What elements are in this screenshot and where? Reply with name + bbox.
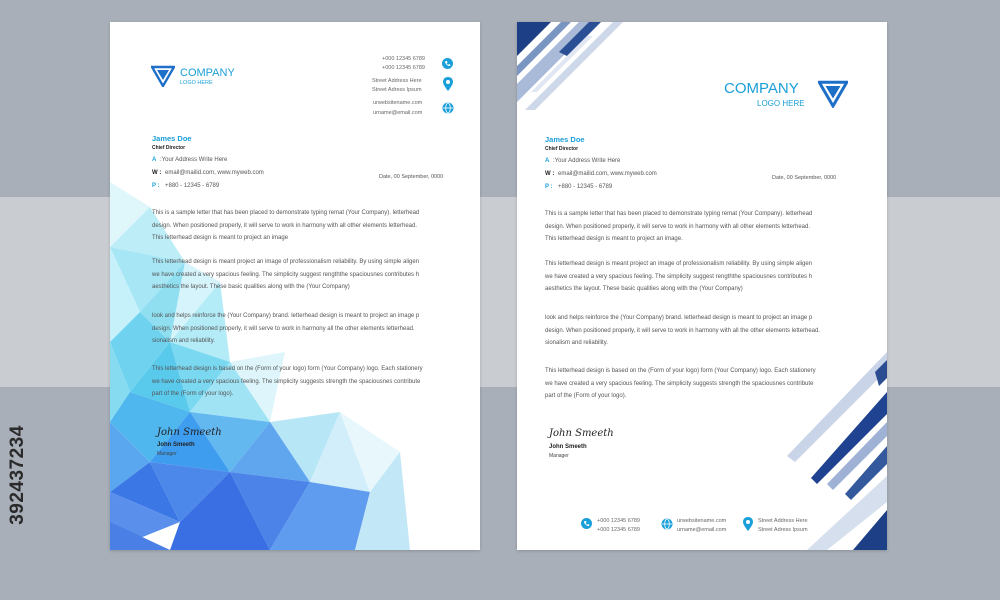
- body-line: design. When positioned properly, it will serve to work in harmony with all the other elements letterhead.: [545, 327, 821, 334]
- stock-id-watermark: [2, 360, 34, 590]
- corner-stripes-top-left: [517, 22, 627, 112]
- body-paragraph-3: [545, 312, 845, 350]
- body-line: sionalism and reliability.: [152, 338, 215, 344]
- letter-date: Date, 00 September, 0000: [772, 175, 837, 181]
- body-line: aesthetics the layout. These basic qualities along with the (Your Company): [545, 286, 743, 292]
- phone-key: P :: [152, 183, 160, 189]
- web-key: W :: [152, 170, 162, 176]
- sender-name: James Doe: [545, 135, 585, 144]
- globe-icon: [661, 518, 673, 530]
- body-line: aesthetics the layout. These basic qualities along with the (Your Company): [152, 284, 350, 290]
- phone-icon: [581, 518, 592, 529]
- body-line: we have created a very spacious feeling. The simplicity suggests strength the spaciousnes contribute: [545, 380, 814, 387]
- address-key: A: [152, 157, 157, 163]
- footer-website: urwebsitename.com: [677, 518, 727, 524]
- body-line: we have created a very spacious feeling. The simplicity suggest rengththe spaciousnes contributes h: [152, 271, 420, 278]
- sender-role: Chief Director: [545, 146, 579, 152]
- letterhead-left: [110, 22, 480, 550]
- body-line: part of the (Form of your logo).: [545, 393, 627, 399]
- body-paragraph-1: [152, 207, 452, 245]
- body-line: design. When positioned properly, it will serve to work in harmony with all other elements letterhead.: [152, 222, 418, 229]
- body-line: This is a sample letter that has been placed to demonstrate typing remat (Your Company). letterhead: [545, 211, 813, 217]
- body-line: look and helps reinforce the (Your Company) brand. letterhead design is meant to project an image p: [545, 315, 813, 321]
- sender-role: Chief Director: [152, 145, 186, 151]
- footer-address-2: Street Adress Ipsum: [758, 527, 808, 533]
- body-line: design. When positioned properly, it will serve to work in harmony with all other elements letterhead.: [545, 223, 811, 230]
- signature-script: John Smeeth: [549, 428, 614, 439]
- body-line: This letterhead design is meant to project an image.: [545, 236, 683, 242]
- body-line: This letterhead design is meant project an image of professionalism reliability. By using simple aligen: [152, 259, 420, 265]
- phone-key: P :: [545, 184, 553, 190]
- address-value: :Your Address Write Here: [553, 158, 621, 164]
- footer-phone-2: +000 12345 6789: [597, 527, 640, 533]
- header-phone-2: +000 12345 6789: [382, 65, 425, 71]
- location-pin-icon: [743, 517, 753, 531]
- body-paragraph-3: [152, 310, 452, 348]
- body-line: we have created a very spacious feeling. The simplicity suggests strength the spaciousnes contribute: [152, 378, 421, 385]
- body-paragraph-1: [545, 208, 845, 246]
- body-paragraph-2: [545, 258, 845, 296]
- body-line: design. When positioned properly, it will serve to work in harmony all the other elements letterhead.: [152, 325, 415, 332]
- logo-tagline: LOGO HERE: [757, 99, 805, 108]
- triangle-v-logo-icon: [818, 79, 848, 108]
- body-line: This is a sample letter that has been placed to demonstrate typing remat (Your Company). letterhead: [152, 210, 420, 216]
- header-phone-1: +000 12345 6789: [382, 56, 425, 62]
- header-address-1: Street Address Here: [372, 78, 422, 84]
- body-line: part of the (Form of your logo).: [152, 391, 234, 397]
- signature-script: John Smeeth: [157, 427, 222, 438]
- address-value: :Your Address Write Here: [160, 157, 228, 163]
- web-value: email@mailid.com, www.myweb.com: [165, 170, 264, 176]
- phone-icon: [442, 58, 453, 69]
- footer-address-1: Street Address Here: [758, 518, 808, 524]
- sender-name: James Doe: [152, 134, 192, 143]
- stock-id-text: 392437234: [7, 425, 28, 525]
- signatory-name: John Smeeth: [157, 442, 195, 448]
- letterhead-right: [517, 22, 887, 550]
- header-website: urwebsitename.com: [373, 100, 423, 106]
- body-paragraph-2: [152, 256, 452, 294]
- footer-phone-1: +000 12345 6789: [597, 518, 640, 524]
- header-email: urname@email.com: [373, 110, 423, 116]
- body-line: This letterhead design is based on the (Form of your logo) form (Your Company) logo. Each stationery: [152, 366, 423, 372]
- header-address-2: Street Adress Ipsum: [372, 87, 422, 93]
- body-paragraph-4: [152, 363, 452, 401]
- triangle-v-logo-icon: [151, 65, 175, 87]
- signatory-title: Manager: [549, 453, 569, 459]
- location-pin-icon: [443, 77, 453, 91]
- web-key: W :: [545, 171, 555, 177]
- body-line: This letterhead design is meant project an image of professionalism reliability. By using simple aligen: [545, 261, 813, 267]
- address-key: A: [545, 158, 550, 164]
- body-paragraph-4: [545, 365, 845, 403]
- web-value: email@mailid.com, www.myweb.com: [558, 171, 657, 177]
- body-line: sionalism and reliability.: [545, 340, 608, 346]
- logo-tagline: LOGO HERE: [180, 80, 213, 86]
- signatory-title: Manager: [157, 451, 177, 457]
- globe-icon: [442, 102, 454, 114]
- body-line: look and helps reinforce the (Your Company) brand. letterhead design is meant to project an image p: [152, 313, 420, 319]
- body-line: we have created a very spacious feeling. The simplicity suggest rengththe spaciousnes contributes h: [545, 273, 813, 280]
- phone-value: +880 - 12345 - 6789: [558, 184, 613, 190]
- signatory-name: John Smeeth: [549, 444, 587, 450]
- company-name: COMPANY: [180, 67, 235, 79]
- body-line: This letterhead design is based on the (Form of your logo) form (Your Company) logo. Each stationery: [545, 368, 816, 374]
- company-name: COMPANY: [724, 80, 799, 97]
- body-line: This letterhead design is meant to project an image: [152, 235, 289, 241]
- letter-date: Date, 00 September, 0000: [379, 174, 444, 180]
- phone-value: +880 - 12345 - 6789: [165, 183, 220, 189]
- footer-email: urname@email.com: [677, 527, 727, 533]
